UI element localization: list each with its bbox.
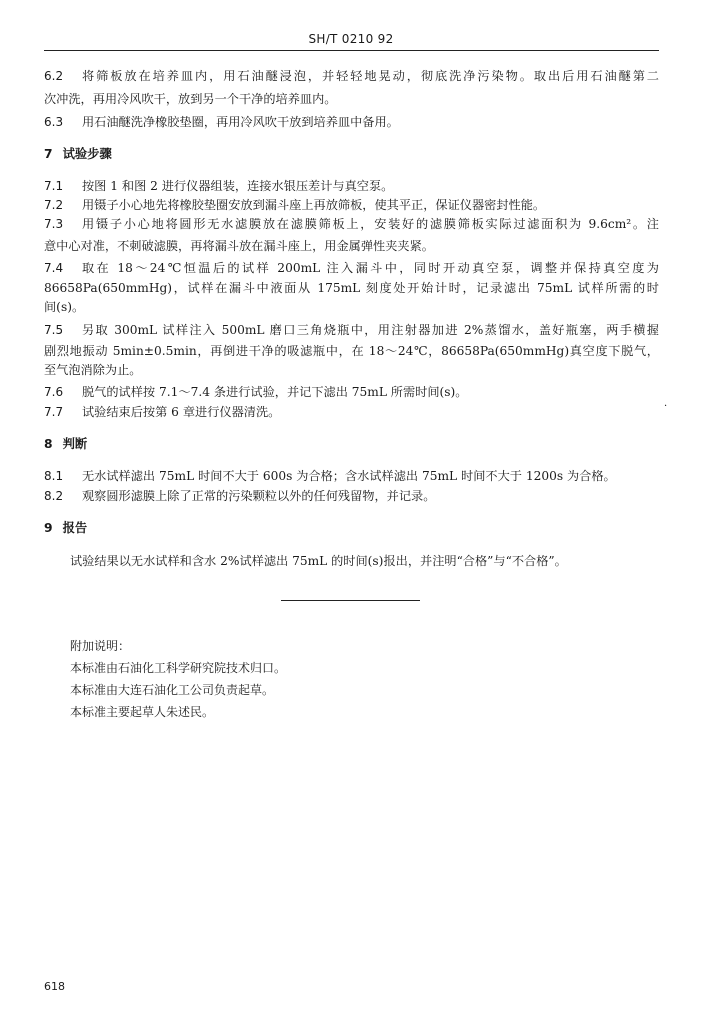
clause-text-line: 86658Pa(650mmHg)，试样在漏斗中液面从 175mL 刻度处开始计时，记录滤出 75mL 试样所需的时 [44, 281, 659, 295]
clause-text-line: 剧烈地振动 5min±0.5min，再倒进干净的吸滤瓶中，在 18～24℃，86658Pa(650mmHg)真空度下脱气， [44, 344, 659, 358]
clause-number: 7.3 [44, 217, 64, 231]
clause-text-line: 无水试样滤出 75mL 时间不大于 600s 为合格；含水试样滤出 75mL 时间不大于 1200s 为合格。 [82, 469, 616, 483]
clause-number: 7.7 [44, 405, 64, 419]
clause-number: 7.4 [44, 261, 64, 275]
section-title: 判断 [62, 437, 88, 451]
notes-line: 本标准主要起草人朱述民。 [70, 705, 215, 719]
clause-number: 7.5 [44, 323, 64, 337]
clause-text-line: 将筛板放在培养皿内，用石油醚浸泡，并轻轻地晃动，彻底洗净污染物。取出后用石油醚第二 [82, 69, 659, 83]
clause-number: 8.1 [44, 469, 64, 483]
notes-line: 本标准由大连石油化工公司负责起草。 [70, 683, 275, 697]
section-number: 8 [44, 437, 53, 451]
clause-text-line: 次冲洗，再用冷风吹干，放到另一个干净的培养皿内。 [44, 92, 337, 106]
header-divider [44, 50, 659, 51]
notes-line: 本标准由石油化工科学研究院技术归口。 [70, 661, 287, 675]
clause-text-line: 用石油醚洗净橡胶垫圈，再用冷风吹干放到培养皿中备用。 [82, 115, 399, 129]
clause-text-line: 用镊子小心地将圆形无水滤膜放在滤膜筛板上，安装好的滤膜筛板实际过滤面积为 9.6cm²。注 [82, 217, 659, 231]
clause-text-line: 取在 18～24℃恒温后的试样 200mL 注入漏斗中，同时开动真空泵，调整并保持真空度为 [82, 261, 659, 275]
section-heading [44, 436, 87, 452]
section-heading [44, 146, 112, 162]
clause-number: 6.3 [44, 115, 64, 129]
clause-text-line: 间(s)。 [44, 300, 85, 314]
notes-heading: 附加说明： [70, 639, 131, 653]
page-number: 618 [44, 980, 65, 993]
section-number: 7 [44, 147, 53, 161]
clause-text-line: 按图 1 和图 2 进行仪器组装，连接水银压差计与真空泵。 [82, 179, 394, 193]
section-title: 报告 [62, 521, 88, 535]
clause-text-line: 脱气的试样按 7.1～7.4 条进行试验，并记下滤出 75mL 所需时间(s)。 [82, 385, 468, 399]
clause-text-line: 另取 300mL 试样注入 500mL 磨口三角烧瓶中，用注射器加进 2%蒸馏水，盖好瓶塞，两手横握 [82, 323, 659, 337]
end-divider [281, 600, 420, 601]
clause-number: 7.1 [44, 179, 64, 193]
clause-text-line: 试验结束后按第 6 章进行仪器清洗。 [82, 405, 281, 419]
clause-text-line: 用镊子小心地先将橡胶垫圈安放到漏斗座上再放筛板，使其平正，保证仪器密封性能。 [82, 198, 546, 212]
section-number: 9 [44, 521, 53, 535]
clause-number: 7.2 [44, 198, 64, 212]
clause-number: 7.6 [44, 385, 64, 399]
clause-number: 8.2 [44, 489, 64, 503]
clause-number: 6.2 [44, 69, 64, 83]
clause-text-line: 至气泡消除为止。 [44, 363, 142, 377]
margin-mark: · [664, 401, 668, 412]
document-code-header: SH/T 0210 92 [308, 32, 394, 46]
section-title: 试验步骤 [62, 147, 112, 161]
section-heading [44, 520, 87, 536]
clause-text-line: 观察圆形滤膜上除了正常的污染颗粒以外的任何残留物，并记录。 [82, 489, 436, 503]
clause-text-line: 意中心对准，不刺破滤膜，再将漏斗放在漏斗座上，用金属弹性夹夹紧。 [44, 239, 434, 253]
report-text: 试验结果以无水试样和含水 2%试样滤出 75mL 的时间(s)报出，并注明“合格”与“不合格”。 [70, 554, 567, 568]
